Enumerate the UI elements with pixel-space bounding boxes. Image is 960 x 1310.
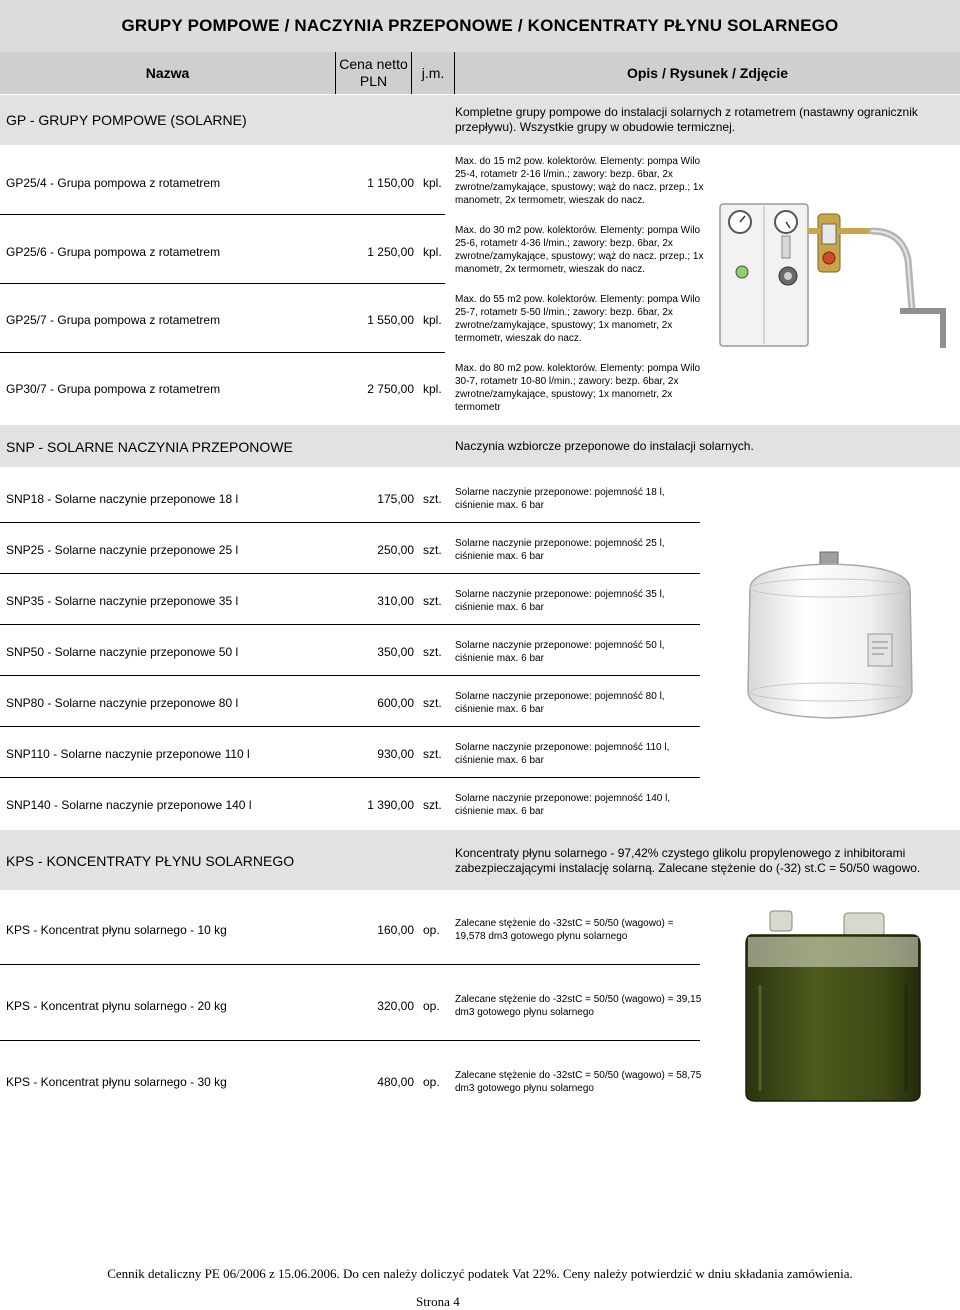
row-separator [0, 283, 445, 284]
product-unit: kpl. [423, 382, 442, 396]
row-separator [0, 352, 445, 353]
row-separator [0, 964, 700, 965]
row-separator [0, 675, 700, 676]
page-title: GRUPY POMPOWE / NACZYNIA PRZEPONOWE / KONCENTRATY PŁYNU SOLARNEGO [0, 0, 960, 54]
fluid-canister-photo [740, 905, 926, 1105]
product-unit: op. [423, 923, 440, 937]
product-desc: Zalecane stężenie do -32stC = 50/50 (wagowo) = 19,578 dm3 gotowego płynu solarnego [455, 918, 674, 942]
product-unit: kpl. [423, 245, 442, 259]
product-desc: Solarne naczynie przeponowe: pojemność 35 l, ciśnienie max. 6 bar [455, 589, 665, 613]
product-desc: Max. do 80 m2 pow. kolektorów. Elementy: pompa Wilo 30-7, rotametr 10-80 l/min.; zawory: bezp. 6bar, 2x zwrotne/zamykające, spustowy; 1x manometr, 2x termometr [455, 363, 701, 413]
table-row [0, 739, 960, 779]
section-snp-desc: Naczynia wzbiorcze przeponowe do instalacji solarnych. [455, 439, 754, 453]
product-name: SNP18 - Solarne naczynie przeponowe 18 l [6, 492, 239, 506]
product-price: 160,00 [377, 923, 414, 937]
product-price: 250,00 [377, 543, 414, 557]
product-unit: op. [423, 999, 440, 1013]
product-desc: Solarne naczynie przeponowe: pojemność 25 l, ciśnienie max. 6 bar [455, 538, 665, 562]
column-divider [411, 52, 412, 94]
product-price: 1 150,00 [367, 176, 414, 190]
table-row [0, 362, 960, 422]
product-price: 1 390,00 [367, 798, 414, 812]
product-price: 480,00 [377, 1075, 414, 1089]
product-unit: szt. [423, 696, 442, 710]
section-kps-desc: Koncentraty płynu solarnego - 97,42% czystego glikolu propylenowego z inhibitorami zabezpieczającymi instalację solarną. Zalecane stężenie do (-32) st.C = 50/50 wagowo. [455, 846, 921, 875]
product-unit: kpl. [423, 313, 442, 327]
row-separator [0, 777, 700, 778]
column-divider [454, 52, 455, 94]
page-number-value: 4 [453, 1294, 460, 1309]
pump-group-photo [712, 200, 958, 356]
product-name: SNP140 - Solarne naczynie przeponowe 140 l [6, 798, 252, 812]
product-unit: op. [423, 1075, 440, 1089]
section-gp-desc: Kompletne grupy pompowe do instalacji solarnych z rotametrem (nastawny ogranicznik przepływu). Wszystkie grupy w obudowie termicznej. [455, 105, 918, 134]
column-header-desc: Opis / Rysunek / Zdjęcie [455, 52, 960, 94]
product-desc: Zalecane stężenie do -32stC = 50/50 (wagowo) = 58,75 dm3 gotowego płynu solarnego [455, 1070, 702, 1094]
column-header-name: Nazwa [0, 52, 335, 94]
column-header-price [336, 52, 411, 94]
row-separator [0, 726, 700, 727]
product-desc: Max. do 55 m2 pow. kolektorów. Elementy: pompa Wilo 25-7, rotametr 5-50 l/min.; zawory: bezp. 6bar, 2x zwrotne/zamykające, spustowy; 1x manometr, 2x termometr, wieszak do nacz. [455, 294, 701, 344]
column-header-price-line2: PLN [359, 73, 388, 89]
product-name: SNP80 - Solarne naczynie przeponowe 80 l [6, 696, 239, 710]
row-separator [0, 522, 700, 523]
product-name: SNP35 - Solarne naczynie przeponowe 35 l [6, 594, 239, 608]
product-desc: Solarne naczynie przeponowe: pojemność 140 l, ciśnienie max. 6 bar [455, 793, 671, 817]
product-name: GP25/6 - Grupa pompowa z rotametrem [6, 245, 221, 259]
product-desc: Solarne naczynie przeponowe: pojemność 80 l, ciśnienie max. 6 bar [455, 691, 665, 715]
expansion-vessel-photo [722, 550, 938, 725]
product-unit: szt. [423, 594, 442, 608]
column-header-price-line1: Cena netto [339, 56, 408, 72]
section-snp-title: SNP - SOLARNE NACZYNIA PRZEPONOWE [6, 439, 293, 455]
section-gp-header [0, 95, 960, 145]
product-price: 930,00 [377, 747, 414, 761]
footer-note: Cennik detaliczny PE 06/2006 z 15.06.2006. Do cen należy doliczyć podatek Vat 22%. Ceny należy potwierdzić w dniu składania zamówienia. [107, 1266, 853, 1281]
product-name: GP25/7 - Grupa pompowa z rotametrem [6, 313, 221, 327]
product-desc: Max. do 30 m2 pow. kolektorów. Elementy: pompa Wilo 25-6, rotametr 4-36 l/min.; zawory: bezp. 6bar, 2x zwrotne/zamykające, spustowy; wąż do nacz. przep.; 1x manometr, 2x termometr, wieszak do nacz. [455, 225, 704, 275]
product-name: SNP25 - Solarne naczynie przeponowe 25 l [6, 543, 239, 557]
row-separator [0, 214, 445, 215]
product-price: 350,00 [377, 645, 414, 659]
product-unit: szt. [423, 645, 442, 659]
page-label: Strona [416, 1294, 450, 1309]
section-snp-header [0, 425, 960, 467]
product-desc: Zalecane stężenie do -32stC = 50/50 (wagowo) = 39,15 dm3 gotowego płynu solarnego [455, 994, 702, 1018]
product-desc: Solarne naczynie przeponowe: pojemność 18 l, ciśnienie max. 6 bar [455, 487, 665, 511]
row-separator [0, 624, 700, 625]
product-unit: szt. [423, 543, 442, 557]
product-name: KPS - Koncentrat płynu solarnego - 10 kg [6, 923, 227, 937]
section-gp-title: GP - GRUPY POMPOWE (SOLARNE) [6, 112, 247, 128]
product-desc: Solarne naczynie przeponowe: pojemność 50 l, ciśnienie max. 6 bar [455, 640, 665, 664]
column-header-unit: j.m. [412, 52, 454, 94]
table-row [0, 790, 960, 830]
section-kps-header [0, 830, 960, 890]
row-separator [0, 573, 700, 574]
product-price: 1 550,00 [367, 313, 414, 327]
row-separator [0, 1040, 700, 1041]
product-name: GP25/4 - Grupa pompowa z rotametrem [6, 176, 221, 190]
table-row [0, 484, 960, 524]
product-name: KPS - Koncentrat płynu solarnego - 30 kg [6, 1075, 227, 1089]
column-divider [335, 52, 336, 94]
product-unit: szt. [423, 798, 442, 812]
section-kps-title: KPS - KONCENTRATY PŁYNU SOLARNEGO [6, 853, 295, 869]
product-desc: Solarne naczynie przeponowe: pojemność 110 l, ciśnienie max. 6 bar [455, 742, 670, 766]
product-price: 310,00 [377, 594, 414, 608]
product-unit: szt. [423, 492, 442, 506]
product-price: 175,00 [377, 492, 414, 506]
product-name: SNP110 - Solarne naczynie przeponowe 110 l [6, 747, 250, 761]
product-name: KPS - Koncentrat płynu solarnego - 20 kg [6, 999, 227, 1013]
product-price: 2 750,00 [367, 382, 414, 396]
product-name: SNP50 - Solarne naczynie przeponowe 50 l [6, 645, 239, 659]
product-desc: Max. do 15 m2 pow. kolektorów. Elementy: pompa Wilo 25-4, rotametr 2-16 l/min.; zawory: bezp. 6bar, 2x zwrotne/zamykające, spustowy; wąż do nacz. przep.; 1x manometr, 2x termometr, wieszak do nacz. [455, 156, 704, 206]
product-unit: kpl. [423, 176, 442, 190]
product-price: 1 250,00 [367, 245, 414, 259]
product-price: 320,00 [377, 999, 414, 1013]
product-name: GP30/7 - Grupa pompowa z rotametrem [6, 382, 221, 396]
product-price: 600,00 [377, 696, 414, 710]
product-unit: szt. [423, 747, 442, 761]
